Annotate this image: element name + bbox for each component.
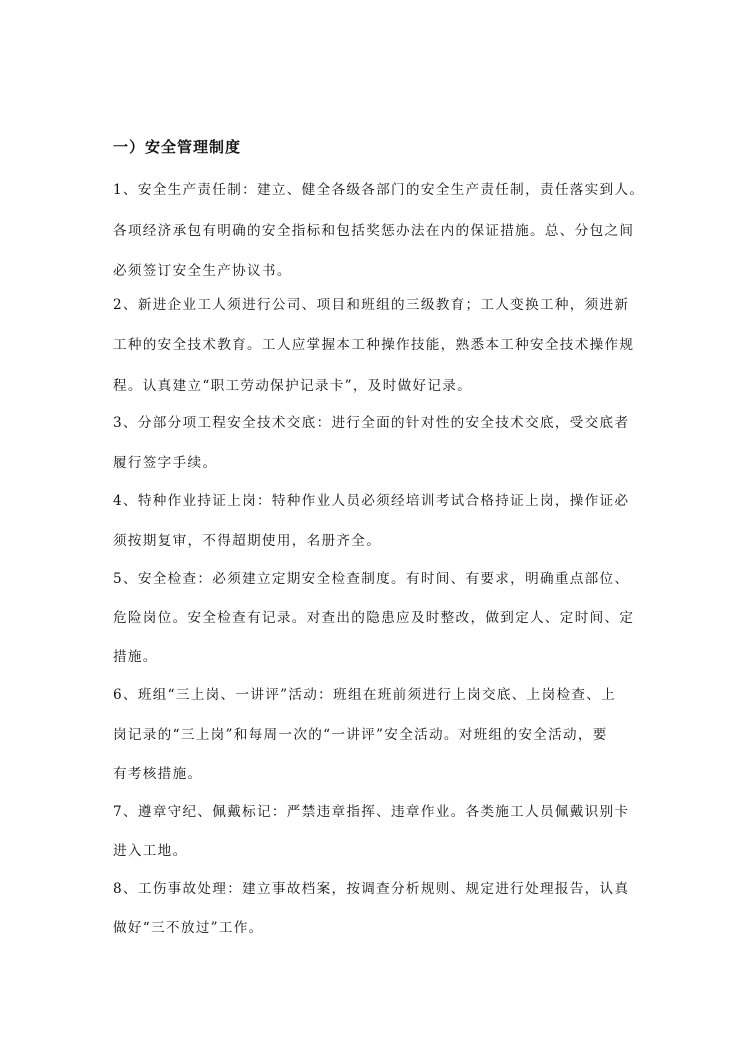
text-line-14: 6、班组“三上岗、一讲评”活动：班组在班前须进行上岗交底、上岗检查、上 (113, 687, 617, 703)
text-line-6: 程。认真建立“职工劳动保护记录卡”，及时做好记录。 (113, 378, 473, 394)
section-heading: 一）安全管理制度 (113, 138, 242, 156)
text-line-17: 7、遵章守纪、佩戴标记：严禁违章指挥、违章作业。各类施工人员佩戴识别卡 (113, 804, 630, 820)
text-line-2: 各项经济承包有明确的安全指标和包括奖惩办法在内的保证措施。总、分包之间 (113, 223, 635, 239)
text-line-3: 必须签订安全生产协议书。 (113, 263, 292, 279)
text-line-4: 2、新进企业工人须进行公司、项目和班组的三级教育；工人变换工种，须进新 (113, 297, 630, 313)
text-line-20: 做好“三不放过”工作。 (113, 920, 264, 936)
text-line-13: 措施。 (113, 649, 158, 665)
text-line-16: 有考核措施。 (113, 766, 203, 782)
text-line-7: 3、分部分项工程安全技术交底：进行全面的针对性的安全技术交底，受交底者 (113, 415, 630, 431)
text-line-10: 须按期复审，不得超期使用，名册齐全。 (113, 533, 382, 549)
text-line-15: 岗记录的“三上岗”和每周一次的“一讲评”安全活动。对班组的安全活动，要 (113, 727, 608, 743)
text-line-9: 4、特种作业持证上岗：特种作业人员必须经培训考试合格持证上岗，操作证必 (113, 493, 630, 509)
text-line-8: 履行签字手续。 (113, 455, 218, 471)
text-line-12: 危险岗位。安全检查有记录。对查出的隐患应及时整改，做到定人、定时间、定 (113, 610, 635, 626)
text-line-5: 工种的安全技术教育。工人应掌握本工种操作技能，熟悉本工种安全技术操作规 (113, 337, 635, 353)
text-line-1: 1、安全生产责任制：建立、健全各级各部门的安全生产责任制，责任落实到人。 (113, 182, 645, 198)
text-line-18: 进入工地。 (113, 843, 188, 859)
text-line-11: 5、安全检查：必须建立定期安全检查制度。有时间、有要求，明确重点部位、 (113, 571, 630, 587)
text-line-19: 8、工伤事故处理：建立事故档案，按调查分析规则、规定进行处理报告，认真 (113, 881, 630, 897)
